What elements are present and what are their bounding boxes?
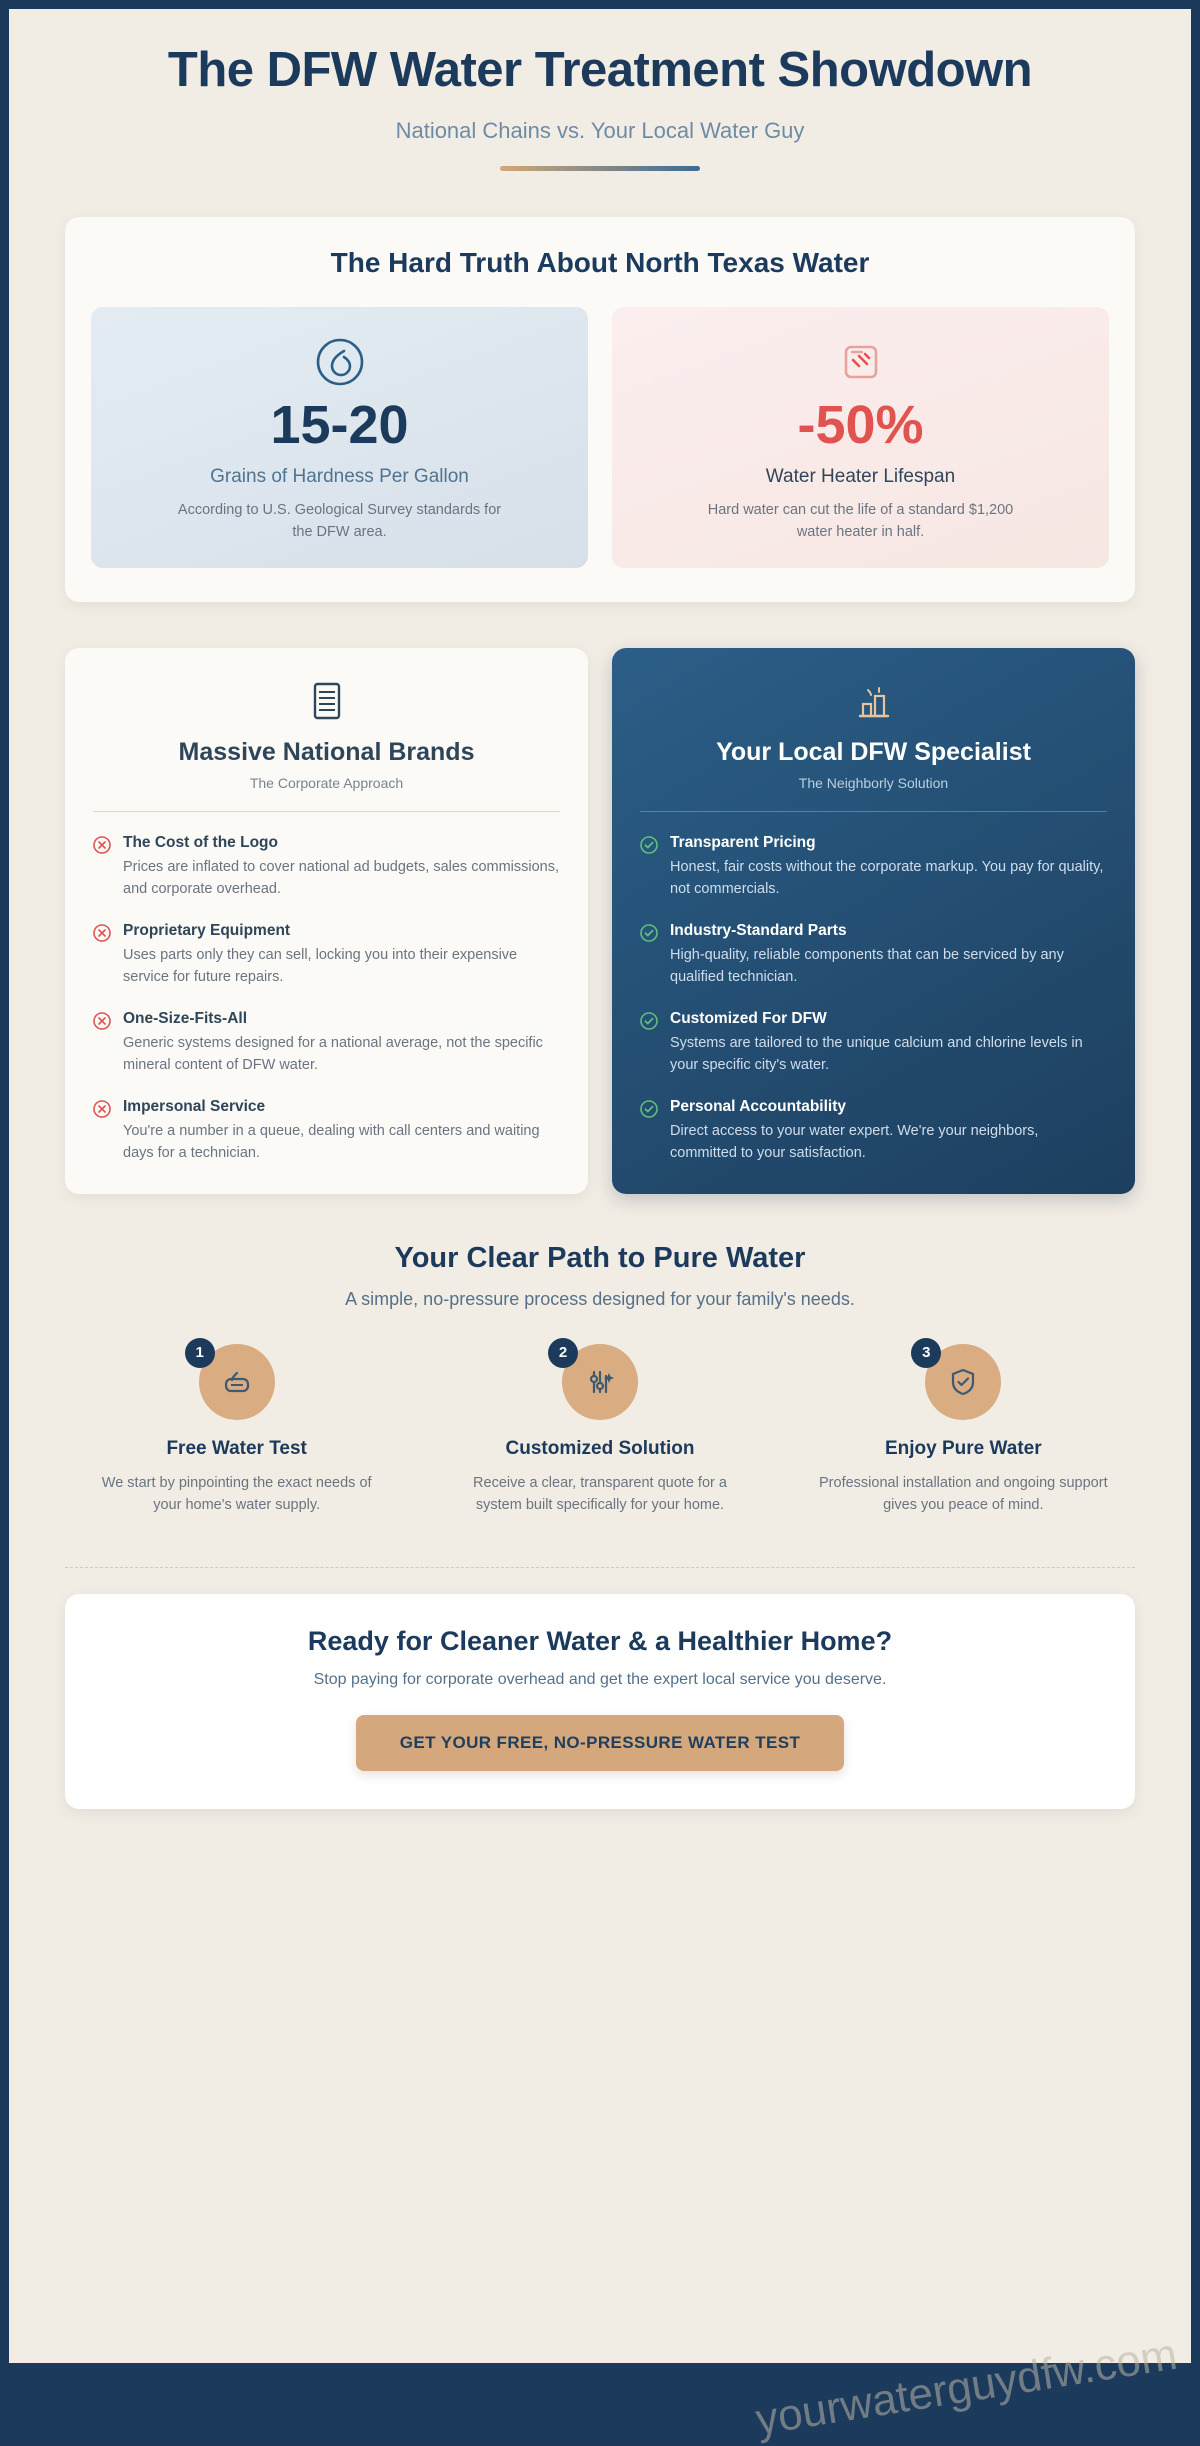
- x-circle-icon: [93, 836, 111, 900]
- declining-chart-icon: [636, 333, 1085, 391]
- local-skyline-icon: [640, 678, 1107, 732]
- local-point: [640, 834, 1107, 900]
- building-icon: [93, 678, 560, 732]
- step-number: 2: [548, 1338, 578, 1368]
- stat-lifespan-value: -50%: [797, 395, 924, 456]
- step-number: 1: [185, 1338, 215, 1368]
- stat-lifespan-label: Water Heater Lifespan: [765, 466, 956, 488]
- point-desc: High-quality, reliable components that can be serviced by any qualified technician.: [670, 946, 1064, 985]
- step-title: Customized Solution: [505, 1437, 695, 1459]
- stat-hardness-desc: According to U.S. Geological Survey standards for the DFW area.: [177, 502, 502, 540]
- local-point: [640, 922, 1107, 988]
- point-title: The Cost of the Logo: [123, 833, 278, 851]
- stat-row: [91, 307, 1109, 567]
- local-title: Your Local DFW Specialist: [716, 737, 1031, 766]
- x-circle-icon: [93, 1100, 111, 1164]
- point-title: Personal Accountability: [670, 1097, 846, 1115]
- step-number: 3: [911, 1338, 941, 1368]
- process-subheading: A simple, no-pressure process designed for your family's needs.: [345, 1288, 855, 1309]
- step-title: Free Water Test: [166, 1437, 307, 1459]
- point-desc: Systems are tailored to the unique calcium and chlorine levels in your specific city's water.: [670, 1034, 1083, 1073]
- local-point: [640, 1098, 1107, 1164]
- point-desc: Uses parts only they can sell, locking you into their expensive service for future repairs.: [123, 946, 518, 985]
- check-circle-icon: [640, 1100, 658, 1164]
- local-specialist-column: [612, 648, 1135, 1194]
- x-circle-icon: [93, 924, 111, 988]
- point-desc: Honest, fair costs without the corporate markup. You pay for quality, not commercials.: [670, 858, 1104, 897]
- step-desc: Professional installation and ongoing support gives you peace of mind.: [819, 1474, 1108, 1514]
- check-circle-icon: [640, 1012, 658, 1076]
- national-title: Massive National Brands: [178, 737, 475, 766]
- x-circle-icon: [93, 1012, 111, 1076]
- step-desc: We start by pinpointing the exact needs of your home's water supply.: [101, 1474, 372, 1514]
- cta-subheading: Stop paying for corporate overhead and get the expert local service you deserve.: [313, 1670, 887, 1688]
- comparison-section: [65, 648, 1135, 1194]
- national-divider: [93, 811, 560, 812]
- point-title: Transparent Pricing: [670, 833, 816, 851]
- national-subtitle: The Corporate Approach: [249, 774, 404, 791]
- national-point: [93, 922, 560, 988]
- page-title: The DFW Water Treatment Showdown: [167, 43, 1033, 97]
- watermark: yourwaterguydfw.com: [752, 2329, 1181, 2445]
- point-title: Customized For DFW: [670, 1009, 827, 1027]
- section-divider: [65, 1567, 1135, 1568]
- stat-hardness: [91, 307, 588, 567]
- hard-truth-heading: The Hard Truth About North Texas Water: [330, 247, 870, 279]
- point-desc: Generic systems designed for a national average, not the specific mineral content of DFW water.: [123, 1034, 543, 1073]
- local-divider: [640, 811, 1107, 812]
- cta-button[interactable]: GET YOUR FREE, NO-PRESSURE WATER TEST: [356, 1715, 845, 1771]
- stat-lifespan: [612, 307, 1109, 567]
- process-step: [65, 1344, 408, 1517]
- local-point: [640, 1010, 1107, 1076]
- point-title: Industry-Standard Parts: [670, 921, 847, 939]
- stat-hardness-label: Grains of Hardness Per Gallon: [210, 466, 469, 488]
- water-drop-icon: [115, 333, 564, 391]
- hard-truth-card: [65, 217, 1135, 601]
- step-title: Enjoy Pure Water: [885, 1437, 1042, 1459]
- point-desc: You're a number in a queue, dealing with call centers and waiting days for a technician.: [123, 1122, 540, 1161]
- process-steps: [65, 1344, 1135, 1517]
- check-circle-icon: [640, 836, 658, 900]
- national-brands-column: [65, 648, 588, 1194]
- national-point: [93, 834, 560, 900]
- point-desc: Prices are inflated to cover national ad budgets, sales commissions, and corporate overhead.: [123, 858, 560, 897]
- header-divider: [500, 166, 700, 171]
- process-section: [65, 1242, 1135, 1517]
- point-title: One-Size-Fits-All: [123, 1009, 248, 1027]
- process-step: [792, 1344, 1135, 1517]
- local-subtitle: The Neighborly Solution: [798, 774, 949, 791]
- national-point: [93, 1098, 560, 1164]
- point-title: Proprietary Equipment: [123, 921, 291, 939]
- cta-heading: Ready for Cleaner Water & a Healthier Home?: [307, 1625, 893, 1656]
- process-step: [428, 1344, 771, 1517]
- point-title: Impersonal Service: [123, 1097, 266, 1115]
- process-heading: Your Clear Path to Pure Water: [394, 1241, 806, 1274]
- stat-hardness-value: 15-20: [270, 395, 409, 456]
- national-point: [93, 1010, 560, 1076]
- step-desc: Receive a clear, transparent quote for a system built specifically for your home.: [473, 1474, 727, 1514]
- stat-lifespan-desc: Hard water can cut the life of a standard $1,200 water heater in half.: [707, 502, 1014, 540]
- page-subtitle: National Chains vs. Your Local Water Guy: [395, 118, 805, 144]
- check-circle-icon: [640, 924, 658, 988]
- header: [65, 9, 1135, 171]
- cta-card: [65, 1594, 1135, 1809]
- point-desc: Direct access to your water expert. We're your neighbors, committed to your satisfaction.: [670, 1122, 1039, 1161]
